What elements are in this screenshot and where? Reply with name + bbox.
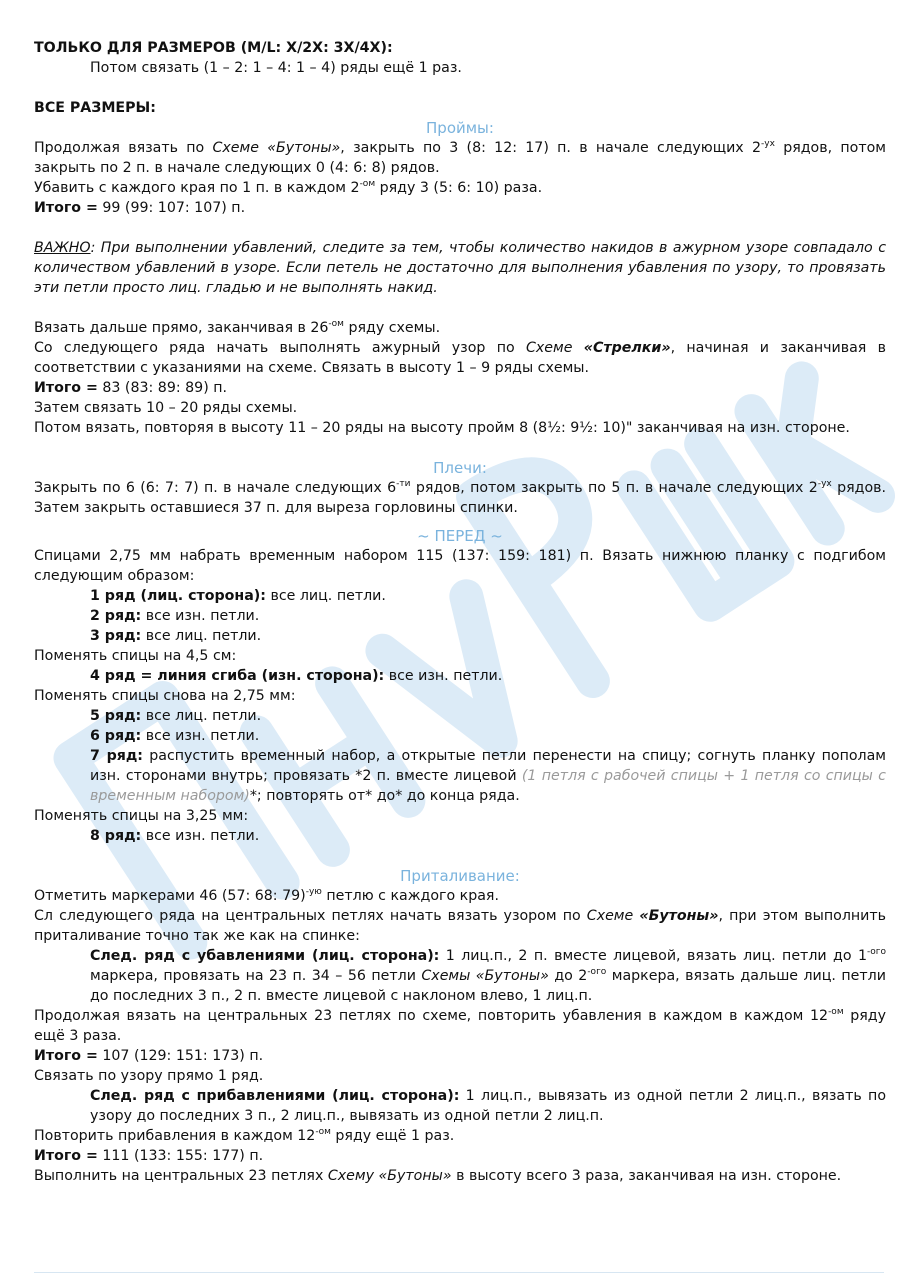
front-change-needles-3: Поменять спицы на 3,25 мм: bbox=[34, 808, 249, 824]
front-row-8: 8 ряд: все изн. петли. bbox=[90, 828, 260, 844]
footer-divider bbox=[34, 1272, 884, 1273]
armholes-paragraph-1: Продолжая вязать по Схеме «Бутоны», закрыть по 3 (8: 12: 17) п. в начале следующих $2^{-ух}$ рядов, потом закрыть по 2 п. в начале следующих 0 (4: 6: 8) рядов. bbox=[34, 139, 886, 176]
heading-shoulders: Плечи: bbox=[433, 459, 487, 477]
section-title-sizes: ТОЛЬКО ДЛЯ РАЗМЕРОВ (M/L: X/2X: 3X/4X): bbox=[34, 40, 393, 56]
continue-total: Итого = 83 (83: 89: 89) п. bbox=[34, 380, 228, 396]
front-row-3: 3 ряд: все лиц. петли. bbox=[90, 628, 262, 644]
heading-armholes: Проймы: bbox=[426, 119, 494, 137]
front-change-needles-2: Поменять спицы снова на 2,75 мм: bbox=[34, 688, 296, 704]
document-body bbox=[34, 38, 886, 1186]
heading-waist-shaping: Приталивание: bbox=[400, 867, 520, 885]
front-row-1: 1 ряд (лиц. сторона): все лиц. петли. bbox=[90, 588, 386, 604]
waist-repeat-decreases: Продолжая вязать на центральных 23 петлях по схеме, повторить убавления в каждом в каждом $12^{-ом}$ ряду ещё 3 раза. bbox=[34, 1007, 886, 1044]
continue-line-3: Затем связать 10 – 20 ряды схемы. bbox=[34, 400, 298, 416]
waist-line-1: Отметить маркерами 46 (57: 68: 79)$^{-ую}$ петлю с каждого края. bbox=[34, 887, 499, 904]
waist-increase-row: След. ряд с прибавлениями (лиц. сторона): 1 лиц.п., вывязать из одной петли 2 лиц.п., вязать по узору до последних 3 п., 2 лиц.п., вывязать из одной петли 2 лиц.п. bbox=[90, 1088, 886, 1124]
important-note: ВАЖНО: При выполнении убавлений, следите за тем, чтобы количество накидов в ажурном узоре совпадало с количеством убавлений в узоре. Если петель не достаточно для выполнения убавления по узору, то провязать эти петли просто лиц. гладью и не выполнять накид. bbox=[34, 240, 886, 296]
heading-front: ~ ПЕРЕД ~ bbox=[417, 527, 503, 545]
continue-line-2: Со следующего ряда начать выполнять ажурный узор по Схеме «Стрелки», начиная и заканчивая в соответствии с указаниями на схеме. Связать в высоту 1 – 9 ряды схемы. bbox=[34, 340, 886, 376]
front-row-5: 5 ряд: все лиц. петли. bbox=[90, 708, 262, 724]
waist-repeat-increases: Повторить прибавления в каждом $12^{-ом}$ ряду ещё 1 раз. bbox=[34, 1127, 455, 1144]
continue-line-1: Вязать дальше прямо, заканчивая в $26^{-ом}$ ряду схемы. bbox=[34, 319, 441, 336]
waist-total-2: Итого = 111 (133: 155: 177) п. bbox=[34, 1148, 264, 1164]
front-change-needles-1: Поменять спицы на 4,5 см: bbox=[34, 648, 237, 664]
front-row-7: 7 ряд: распустить временный набор, а открытые петли перенести на спицу; согнуть планку пополам изн. сторонами внутрь; провязать *2 п. вместе лицевой (1 петля с рабочей спицы + 1 петля со спицы с временным набором)*; повторять от* до* до конца ряда. bbox=[90, 748, 886, 804]
armholes-total: Итого = 99 (99: 107: 107) п. bbox=[34, 200, 246, 216]
waist-last-line: Выполнить на центральных 23 петлях Схему «Бутоны» в высоту всего 3 раза, заканчивая на изн. стороне. bbox=[34, 1168, 842, 1184]
waist-line-2: Сл следующего ряда на центральных петлях начать вязать узором по Схеме «Бутоны», при этом выполнить приталивание точно так же как на спинке: bbox=[34, 908, 887, 944]
continue-line-4: Потом вязать, повторяя в высоту 11 – 20 ряды на высоту пройм 8 (8½: 9½: 10)" заканчивая на изн. стороне. bbox=[34, 420, 850, 436]
front-row-4: 4 ряд = линия сгиба (изн. сторона): все изн. петли. bbox=[90, 668, 503, 684]
sizes-instruction: Потом связать (1 – 2: 1 – 4: 1 – 4) ряды ещё 1 раз. bbox=[90, 60, 462, 76]
waist-decrease-row: След. ряд с убавлениями (лиц. сторона): 1 лиц.п., 2 п. вместе лицевой, вязать лиц. петли до $1^{-ого}$ маркера, провязать на 23 п. 34 – 56 петли Схемы «Бутоны» до $2^{-ого}$ маркера, вязать дальше лиц. петли до последних 3 п., 2 п. вместе лицевой с наклоном влево, 1 лиц.п. bbox=[90, 947, 886, 1004]
armholes-paragraph-2: Убавить с каждого края по 1 п. в каждом $2^{-ом}$ ряду 3 (5: 6: 10) раза. bbox=[34, 179, 543, 196]
front-row-6: 6 ряд: все изн. петли. bbox=[90, 728, 260, 744]
section-title-all-sizes: ВСЕ РАЗМЕРЫ: bbox=[34, 100, 156, 116]
waist-total-1: Итого = 107 (129: 151: 173) п. bbox=[34, 1048, 264, 1064]
front-intro: Спицами 2,75 мм набрать временным набором 115 (137: 159: 181) п. Вязать нижнюю планку с подгибом следующим образом: bbox=[34, 548, 886, 584]
shoulders-paragraph: Закрыть по 6 (6: 7: 7) п. в начале следующих $6^{-ти}$ рядов, потом закрыть по 5 п. в начале следующих $2^{-ух}$ рядов. Затем закрыть оставшиеся 37 п. для выреза горловины спинки. bbox=[34, 479, 887, 516]
front-row-2: 2 ряд: все изн. петли. bbox=[90, 608, 260, 624]
waist-plain-row: Связать по узору прямо 1 ряд. bbox=[34, 1068, 264, 1084]
